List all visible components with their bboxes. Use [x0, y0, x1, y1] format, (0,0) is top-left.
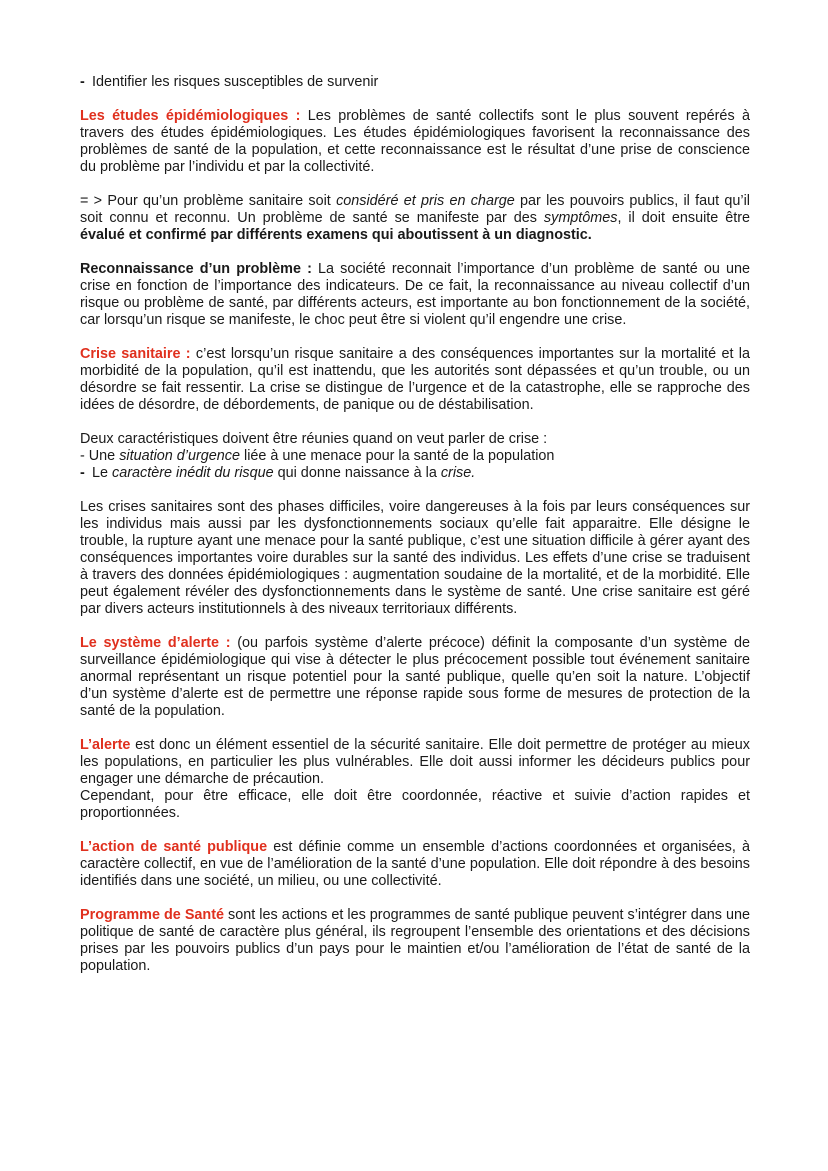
document-page: [80, 74, 750, 975]
intro-bullet: [80, 74, 750, 91]
paragraph-text: Les problèmes de santé collectifs sont le plus souvent repérés à travers des études épidémiologiques. Les études épidémiologiques favorisent la reconnaissance des problèmes de santé de la population, et cette reconnaissance est le résultat d’une prise de conscience du problème par l’individu et par la collectivité.: [80, 108, 750, 175]
italic-span: situation d’urgence: [119, 448, 241, 464]
paragraph-health-crises: Les crises sanitaires sont des phases difficiles, voire dangereuses à la fois par leurs conséquences sur les individus mais aussi par les dysfonctionnements sociaux qu’elle fait apparaitre. Elle désigne le trouble, la rupture ayant une menace pour la santé publique, c’est une situation difficile à gérer ayant des conséquences importantes voire durables sur la santé des individus. Les effets d’une crise se traduisent à travers des données épidémiologiques : augmentation soudaine de la mortalité, et de la morbidité. Elle peut également révéler des dysfonctionnements dans le système de santé. Une crise sanitaire est géré par divers acteurs institutionnels à des niveaux territoriaux différents.: [80, 499, 750, 617]
characteristic-item-2: [80, 465, 750, 482]
paragraph-text: est définie comme un ensemble d’actions coordonnées et organisées, à caractère collectif, en vue de l’amélioration de la santé d’une population. Elle doit répondre à des besoins identifiés dans une société, un milieu, ou une collectivité.: [80, 839, 750, 889]
paragraph-text: La société reconnait l’importance d’un problème de santé ou une crise en fonction de l’importance des indicateurs. De ce fait, la reconnaissance au niveau collectif d’un risque ou problème de santé, par différents acteurs, est importante au bon fonctionnement de la société, car lorsqu’un risque se manifeste, le choc peut être si violent qu’il engendre une crise.: [80, 261, 750, 328]
term-epidemiologic-studies: Les études épidémiologiques :: [80, 108, 301, 124]
italic-span: considéré et pris en charge: [336, 193, 515, 209]
text-span: - Une: [80, 448, 120, 464]
text-span: , il doit ensuite être: [617, 210, 750, 226]
term-public-health-action: L’action de santé publique: [80, 839, 268, 855]
alert-text-2: Cependant, pour être efficace, elle doit être coordonnée, réactive et suivie d’action rapides et proportionnées.: [80, 788, 750, 821]
paragraph-recognition-need: [80, 193, 750, 244]
paragraph-text: est donc un élément essentiel de la sécurité sanitaire. Elle doit permettre de protéger au mieux les populations, en particulier les plus vulnérables. Elle doit aussi informer les décideurs publics pour engager une démarche de précaution.: [80, 737, 750, 787]
paragraph-health-crisis: [80, 346, 750, 414]
italic-span: crise.: [440, 465, 476, 481]
intro-bullet-text: Identifier les risques susceptibles de survenir: [92, 74, 379, 90]
paragraph-text: (ou parfois système d’alerte précoce) définit la composante d’un système de surveillance épidémiologique qui vise à détecter le plus précocement possible tout événement sanitaire anormal représentant un risque potentiel pour la santé publique, quelle qu’en soit la nature. L’objectif d’un système d’alerte est de permettre une réponse rapide sous forme de mesures de protection de la santé de la population.: [80, 635, 751, 719]
term-health-program: Programme de Santé: [80, 907, 225, 923]
term-health-crisis: Crise sanitaire :: [80, 346, 191, 362]
paragraph-text: sont les actions et les programmes de santé publique peuvent s’intégrer dans une politique de santé de caractère plus général, ils regroupent l’ensemble des orientations et des décisions prises par les pouvoirs publics d’un pays pour le maintien et/ou l’amélioration de l’état de santé de la population.: [80, 907, 750, 974]
text-span: liée à une menace pour la santé de la population: [240, 448, 555, 464]
term-alert-system: Le système d’alerte :: [80, 635, 231, 651]
dash-marker: -: [80, 465, 85, 481]
characteristic-item-2-text: [92, 465, 475, 482]
italic-span: symptômes: [543, 210, 618, 226]
paragraph-alert: [80, 737, 750, 822]
paragraph-problem-recognition: [80, 261, 750, 329]
paragraph-health-program: [80, 907, 750, 975]
characteristics-lead: Deux caractéristiques doivent être réunies quand on veut parler de crise :: [80, 431, 548, 447]
paragraph-public-health-action: [80, 839, 750, 890]
text-span: Le: [92, 465, 113, 481]
crisis-characteristics: [80, 431, 750, 482]
paragraph-alert-system: [80, 635, 750, 720]
text-span: qui donne naissance à la: [273, 465, 441, 481]
term-problem-recognition: Reconnaissance d’un problème :: [80, 261, 312, 277]
dash-marker: -: [80, 74, 85, 90]
characteristic-item-1: [80, 448, 750, 465]
text-span: par les pouvoirs publics, il faut qu’il soit connu et reconnu. Un problème de santé se manifeste par des: [80, 193, 750, 226]
bold-span: évalué et confirmé par différents examens qui aboutissent à un diagnostic.: [80, 227, 592, 243]
paragraph-epidemiologic-studies: [80, 108, 750, 176]
text-span: = > Pour qu’un problème sanitaire soit: [80, 193, 337, 209]
paragraph-text: c’est lorsqu’un risque sanitaire a des conséquences importantes sur la mortalité et la morbidité de la population, qu’il est inattendu, que les autorités sont dépassées et qu’un trouble, ou un désordre se fait ressentir. La crise se distingue de l’urgence et de la catastrophe, elle se rapproche des idées de désordre, de débordements, de panique ou de déstabilisation.: [80, 346, 750, 413]
term-alert: L’alerte: [80, 737, 131, 753]
alert-text-1: [80, 737, 750, 788]
italic-span: caractère inédit du risque: [112, 465, 274, 481]
